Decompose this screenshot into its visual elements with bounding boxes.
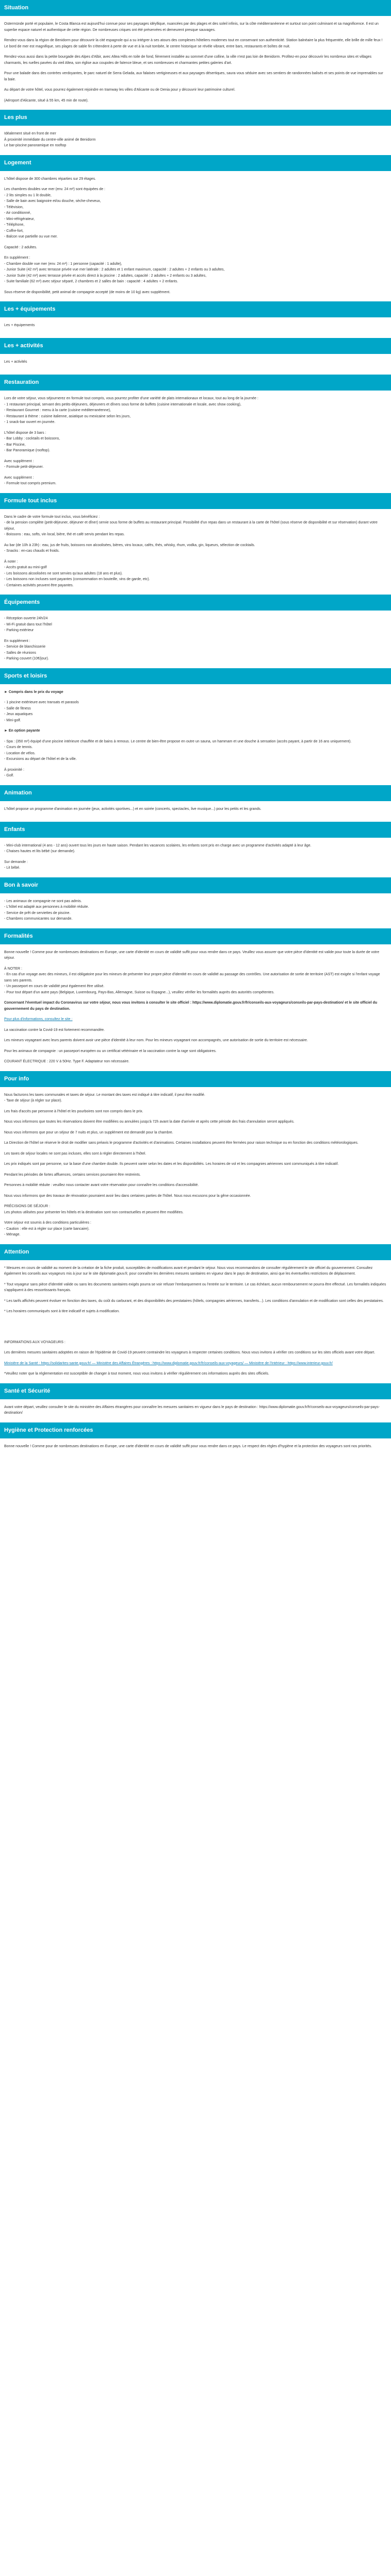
section-title: Animation xyxy=(0,785,391,801)
section-title: Sports et loisirs xyxy=(0,668,391,684)
paragraph: Capacité : 2 adultes. xyxy=(4,245,37,249)
section-title: Restauration xyxy=(0,375,391,391)
section-attention xyxy=(0,1244,391,1383)
section-title: Formule tout inclus xyxy=(0,493,391,509)
section-body xyxy=(0,801,391,822)
section-les-plus xyxy=(0,110,391,155)
section-enfants xyxy=(0,822,391,877)
section-title: Hygiène et Protection renforcées xyxy=(0,1422,391,1438)
paragraph: * Tout voyageur sans pièce d'identité valide ou sans les documents sanitaires exigés pourra se voir refuser l'embarquement ou l'entrée sur le territoire. Le cas échéant, aucun remboursement ne pourra être effectué. Les formalités indiquées s'appliquent à des ressortissants français. xyxy=(4,1282,386,1292)
section-equipements-plus xyxy=(0,301,391,338)
paragraph: Sur demande : - Lit bébé. xyxy=(4,860,28,870)
paragraph: * Les tarifs affichés peuvent évoluer en fonction des taxes, du coût du carburant, et des disponibilités des prestataires (hôtels, compagnies aériennes, transferts...). Les conditions d'annulation et de modification sont celles des prestataires. xyxy=(4,1299,384,1303)
section-title: Enfants xyxy=(0,822,391,838)
section-body xyxy=(0,838,391,877)
paragraph: L'hôtel propose un programme d'animation en journée (jeux, activités sportives...) et en soirée (concerts, spectacles, live musique...) pour les petits et les grands. xyxy=(4,807,262,811)
paragraph: Au bar (de 10h à 23h) : eau, jus de fruits, boissons non alcoolisées, bières, vins locaux, cafés, thés, whisky, rhum, vodka, gin, liqueurs, sélection de cocktails. - Snacks : en-cas chauds et froids. xyxy=(4,543,255,553)
section-formule-tout-inclus xyxy=(0,493,391,595)
section-body xyxy=(0,16,391,110)
paragraph: Au départ de votre hôtel, vous pourrez également rejoindre en tramway les villes d'Alicante ou de Denia pour y découvrir leur patrimoine culturel. xyxy=(4,88,236,92)
section-title: Équipements xyxy=(0,595,391,611)
paragraph: À proximité : - Golf. xyxy=(4,768,24,777)
paragraph: Pour une balade dans des contrées verdoyantes, le parc naturel de Serra Gelada, aux falaises vertigineuses et aux paysages désertiques, saura vous séduire avec ses sentiers de randonnées balisés et ses points de vue imprenables sur la baie. xyxy=(4,72,383,81)
paragraph: * Mesures en cours de validité au moment de la création de la fiche produit, susceptibles de modifications avant et pendant le séjour. Nous vous recommandons de consulter régulièrement le site officiel du gouvernement. Consultez également les conseils aux voyageurs mis à jour sur le site diplomatie.gouv.fr, pour connaître les dernières mesures sanitaires en vigueur dans le pays de destination, ainsi que les éventuelles restrictions de déplacement. xyxy=(4,1266,373,1276)
section-situation xyxy=(0,0,391,110)
section-animation xyxy=(0,785,391,822)
paragraph: La Direction de l'hôtel se réserve le droit de modifier sans préavis le programme d'activités et d'animations. Certaines installations peuvent être fermées pour raison technique ou en fonction des conditions météorologiques. xyxy=(4,1141,359,1145)
paragraph: Les mineurs voyageant avec leurs parents doivent avoir une pièce d'identité à leur nom. Pour les mineurs voyageant non accompagnés, une autorisation de sortie du territoire est nécessaire. xyxy=(4,1039,308,1042)
paragraph: Les frais d'accès par personne à l'hôtel et les pourboires sont non compris dans le prix. xyxy=(4,1109,143,1113)
paragraph: INFORMATIONS AUX VOYAGEURS : xyxy=(4,1340,66,1344)
paragraph: Sous réserve de disponibilité, petit animal de compagnie accepté (de moins de 10 kg) avec supplément. xyxy=(4,290,171,294)
section-title: Les plus xyxy=(0,110,391,126)
paragraph: Bonne nouvelle ! Comme pour de nombreuses destinations en Europe, une carte d'identité en cours de validité suffit pour vous rendre dans ce pays. Le respect des règles d'hygiène et la protection des voyageurs sont nos priorités. xyxy=(4,1444,372,1448)
section-body xyxy=(0,354,391,375)
section-equipements xyxy=(0,595,391,668)
section-body xyxy=(0,509,391,595)
section-body xyxy=(0,1087,391,1244)
section-body xyxy=(0,684,391,785)
paragraph: Votre séjour est soumis à des conditions particulières : - Caution : elle est à régler sur place (carte bancaire). - Ménage. xyxy=(4,1221,91,1236)
section-logement xyxy=(0,155,391,302)
section-body xyxy=(0,171,391,302)
subheading: ► En option payante xyxy=(4,729,40,733)
paragraph: Personnes à mobilité réduite : veuillez nous contacter avant votre réservation pour connaître les conditions d'accessibilité. xyxy=(4,1183,199,1187)
paragraph: - Spa : (350 m²) équipé d'une piscine intérieure chauffée et de bains à remous. Le centre de bien-être propose en outre un sauna, un hammam et une douche à sensation (accès payant, à partir de 16 ans uniquement). - Cours de tennis. - Location de vélos. - Excursions au départ de l'hôtel et de la ville. xyxy=(4,739,352,761)
section-body xyxy=(0,317,391,338)
section-title: Logement xyxy=(0,155,391,171)
paragraph: Les prix indiqués sont par personne, sur la base d'une chambre double. Ils peuvent varier selon les dates et les disponibilités. Les horaires de vol et les compagnies aériennes sont communiqués à titre indicatif. xyxy=(4,1162,339,1166)
section-title: Les + équipements xyxy=(0,301,391,317)
section-title: Formalités xyxy=(0,928,391,944)
spacer xyxy=(4,1315,387,1340)
paragraph: - Réception ouverte 24h/24 - Wi-Fi gratuit dans tout l'hôtel - Parking extérieur xyxy=(4,617,52,632)
section-pour-info xyxy=(0,1071,391,1244)
official-links[interactable]: Ministère de la Santé : https://solidarites-sante.gouv.fr/ — Ministère des Affaires Étrangères : https://www.diplomatie.gouv.fr/fr/conseils-aux-voyageurs/ — Ministère de l'Intérieur : https://www.interieur.gouv.fr/ xyxy=(4,1361,333,1365)
section-title: Pour info xyxy=(0,1071,391,1087)
paragraph: Idéalement situé en front de mer À proximité immédiate du centre-ville animé de Benidorm Le bar-piscine panoramique en rooftop xyxy=(4,132,96,147)
paragraph: Dans le cadre de votre formule tout inclus, vous bénéficiez : - de la pension complète (petit-déjeuner, déjeuner et dîner) servie sous forme de buffets au restaurant principal. Possibilité d'un repas dans un restaurant à la carte de l'hôtel (sous réserve de disponibilité et sur réservation) durant votre séjour, - Boissons : eau, softs, vin local, bière, thé et café servis pendant les repas. xyxy=(4,515,378,536)
paragraph: Avant votre départ, veuillez consulter le site du ministère des Affaires étrangères pour connaître les mesures sanitaires en vigueur dans le pays de destination : https://www.diplomatie.gouv.fr/fr/conseils-aux-voyageurs/conseils-par-pays-destination/ xyxy=(4,1405,380,1415)
section-title: Les + activités xyxy=(0,338,391,354)
paragraph: L'hôtel dispose de 300 chambres réparties sur 29 étages. xyxy=(4,177,96,181)
paragraph: Les + équipements xyxy=(4,324,35,327)
section-body xyxy=(0,1438,391,1459)
section-hygiene-protection xyxy=(0,1422,391,1459)
section-body xyxy=(0,391,391,493)
paragraph: - Les animaux de compagnie ne sont pas admis. - L'hôtel est adapté aux personnes à mobilité réduite. - Service de prêt de serviettes de piscine. - Chambres communicantes sur demande. xyxy=(4,899,89,921)
paragraph: COURANT ÉLECTRIQUE : 220 V à 50Hz. Type F. Adaptateur non nécessaire. xyxy=(4,1060,129,1063)
section-sports-loisirs xyxy=(0,668,391,785)
paragraph: (Aéroport d'Alicante, situé à 55 km, 45 min de route). xyxy=(4,98,89,103)
paragraph: Bonne nouvelle ! Comme pour de nombreuses destinations en Europe, une carte d'identité en cours de validité suffit pour vous rendre dans ce pays. Veuillez vous assurer que votre pièce d'identité est valide pour toute la durée de votre séjour. xyxy=(4,950,380,960)
paragraph: Nous vous informons que toutes les réservations doivent être modifiées ou annulées jusqu'à 72h avant la date d'arrivée et après cette période des frais d'annulation seront appliqués. xyxy=(4,1120,295,1124)
paragraph: PRÉCISIONS DE SÉJOUR : Les photos utilisées pour présenter les hôtels et la destination sont non contractuelles et peuvent être modifiées. xyxy=(4,1205,184,1214)
paragraph: * Les horaires communiqués sont à titre indicatif et sujets à modification. xyxy=(4,1310,120,1313)
section-body xyxy=(0,126,391,155)
paragraph: Avec supplément : - Formule tout compris premium. xyxy=(4,476,57,485)
paragraph: Les taxes de séjour locales ne sont pas incluses, elles sont à régler directement à l'hôtel. xyxy=(4,1151,146,1156)
paragraph: Rendez-vous aussi dans la petite bourgade des Alpes d'Albir, avec Altea Hills en toile de fond, fièrement installée au sommet d'une colline, la ville n'est pas loin de Benidorm. Profitez-en pour découvrir les nombreux sites et villages charmants, les ruelles pavées du vieil Altea, son église aux coupoles de faïence bleue, et ses nombreuses et charmantes petites galeries d'art. xyxy=(4,55,372,65)
paragraph: La vaccination contre la Covid-19 est fortement recommandée. xyxy=(4,1028,105,1032)
paragraph: - Mini-club international (4 ans - 12 ans) ouvert tous les jours en haute saison. Pendant les vacances scolaires, les enfants sont pris en charge avec un programme d'activités adapté à leur âge. - Chaises hautes et lits bébé (sur demande). xyxy=(4,843,312,853)
paragraph: Les + activités xyxy=(4,360,27,364)
section-restauration xyxy=(0,375,391,493)
paragraph: À NOTER : - En cas d'un voyage avec des mineurs, il est obligatoire pour les mineurs de présenter leur propre pièce d'identité en cours de validité au passage des contrôles. Une autorisation de sortie de territoire (AST) est exigée si l'enfant voyage sans ses parents. - Un passeport en cours de validité peut également être utilisé. - Pour tout départ d'un autre pays (Belgique, Luxembourg, Pays-Bas, Allemagne, Suisse ou Espagne...), veuillez vérifier les formalités auprès des autorités compétentes. xyxy=(4,967,380,994)
paragraph: - 1 piscine extérieure avec transats et parasols - Salle de fitness - Jeux aquatiques - Mini-golf. xyxy=(4,701,79,722)
paragraph: Nous vous informons que pour un séjour de 7 nuits et plus, un supplément est demandé pour la chambre. xyxy=(4,1130,173,1134)
section-title: Santé et Sécurité xyxy=(0,1383,391,1399)
paragraph: Lors de votre séjour, vous séjournerez en formule tout compris, vous pourrez profiter d'une variété de plats internationaux et locaux, tout au long de la journée : - 1 restaurant principal, servant des petits-déjeuners, déjeuners et dîners sous forme de buffets (cuisine internationale et locale, avec show cooking), - Restaurant Gourmet : menu à la carte (cuisine méditerranéenne), - Restaurant à thème : cuisine italienne, asiatique ou mexicaine selon les jours, - 1 snack-bar ouvert en journée. xyxy=(4,397,258,424)
section-formalites xyxy=(0,928,391,1071)
paragraph: En supplément : - Chambre double vue mer (env. 24 m²) : 1 personne (capacité : 1 adulte), - Junior Suite (42 m²) avec terrasse privée vue mer latérale : 2 adultes et 1 enfant maximum, capacité : 2 adultes + 2 enfants ou 3 adultes, - Junior Suite (42 m²) avec terrasse privée et accès direct à la piscine : 2 adultes, capacité : 2 adultes + 2 enfants ou 3 adultes, - Suite familiale (62 m²) avec séjour séparé, 2 chambres et 2 salles de bain : capacité : 4 adultes + 2 enfants. xyxy=(4,256,225,283)
paragraph: Avec supplément : - Formule petit-déjeuner. xyxy=(4,459,44,469)
paragraph: Ostermünde porté et populaire, le Costa Blanca est aujourd'hui connue pour ses paysages idéyllique, nuancées par des plages et des soleil infinis, sur la côte méditerranéenne et surtout son point culminant et sa magnificence. Il est un superbe espace naturel et authentique de cette région. De nombreuses criques ont été préservées et demeurent presque sauvages. xyxy=(4,22,379,32)
paragraph: En supplément : - Service de blanchisserie - Salles de réunions - Parking couvert (10€/jour). xyxy=(4,639,49,660)
section-body xyxy=(0,1260,391,1383)
section-body xyxy=(0,1399,391,1422)
section-body xyxy=(0,893,391,928)
section-sante-securite xyxy=(0,1383,391,1422)
section-activites-plus xyxy=(0,338,391,375)
paragraph: Nous facturons les taxes communales et taxes de séjour. Le montant des taxes est indiqué à titre indicatif, il peut être modifié. - Taxe de séjour (à régler sur place). xyxy=(4,1093,205,1103)
info-link[interactable]: Pour plus d'informations, consultez le site : xyxy=(4,1018,73,1021)
paragraph: Nous vous informons que des travaux de rénovation pourraient avoir lieu dans certaines parties de l'hôtel. Nous nous excusons pour la gêne occasionnée. xyxy=(4,1194,251,1198)
section-title: Attention xyxy=(0,1244,391,1260)
paragraph: Pendant les périodes de fortes affluences, certains services pourraient être restreints. xyxy=(4,1173,141,1177)
subheading: ► Compris dans le prix du voyage xyxy=(4,690,63,694)
paragraph: L'hôtel dispose de 3 bars : - Bar Lobby : cocktails et boissons, - Bar Piscine, - Bar Panoramique (rooftop). xyxy=(4,431,60,452)
paragraph: Les dernières mesures sanitaires adoptées en raison de l'épidémie de Covid-19 peuvent contraindre les voyageurs à respecter certaines conditions. Nous vous invitons à vérifier ces conditions sur les sites officiels avant votre départ. xyxy=(4,1351,376,1354)
paragraph: À noter : - Accès gratuit au mini-golf - Les boissons alcoolisées ne sont servies qu'aux adultes (18 ans et plus). - Les boissons non incluses sont payantes (consommation en bouteille, vins de garde, etc). - Certaines activités peuvent être payantes. xyxy=(4,560,150,587)
section-title: Bon à savoir xyxy=(0,877,391,893)
paragraph: Concernant l'éventuel impact du Coronavirus sur votre séjour, nous vous invitons à consulter le site officiel : https://www.diplomatie.gouv.fr/fr/conseils-aux-voyageurs/conseils-par-pays-destination/ et le site officiel du gouvernement du pays de destination. xyxy=(4,1001,378,1011)
section-title: Situation xyxy=(0,0,391,16)
section-body xyxy=(0,611,391,668)
section-body xyxy=(0,944,391,1071)
paragraph: Pour les animaux de compagnie : un passeport européen ou un certificat vétérinaire et la vaccination contre la rage sont obligatoires. xyxy=(4,1049,217,1053)
paragraph: Les chambres doubles vue mer (env. 24 m²) sont équipées de : - 2 lits simples ou 1 lit double, - Salle de bain avec baignoire et/ou douche, sèche-cheveux, - Télévision, - Air conditionné, - Mini-réfrigérateur, - Téléphone, - Coffre-fort, - Balcon vue partielle ou vue mer. xyxy=(4,188,105,239)
paragraph: Rendez-vous dans la région de Benidorm pour découvrir la cité espagnole qui a su intégrer à ses atours des complexes hôteliers modernes tout en conservant son authenticité. Station balnéaire la plus fréquentée, elle brille de mille feux ! Le bord de mer est magnifique, ses plages de sable fin s'étendent à perte de vue et à la nuit tombée, le centre historique se révèle vibrant, entre bars, restaurants et boîtes de nuit. xyxy=(4,39,383,48)
section-bon-a-savoir xyxy=(0,877,391,928)
paragraph: *Veuillez noter que la réglementation est susceptible de changer à tout moment, nous vous invitons à vérifier régulièrement ces informations auprès des sites officiels. xyxy=(4,1372,269,1376)
